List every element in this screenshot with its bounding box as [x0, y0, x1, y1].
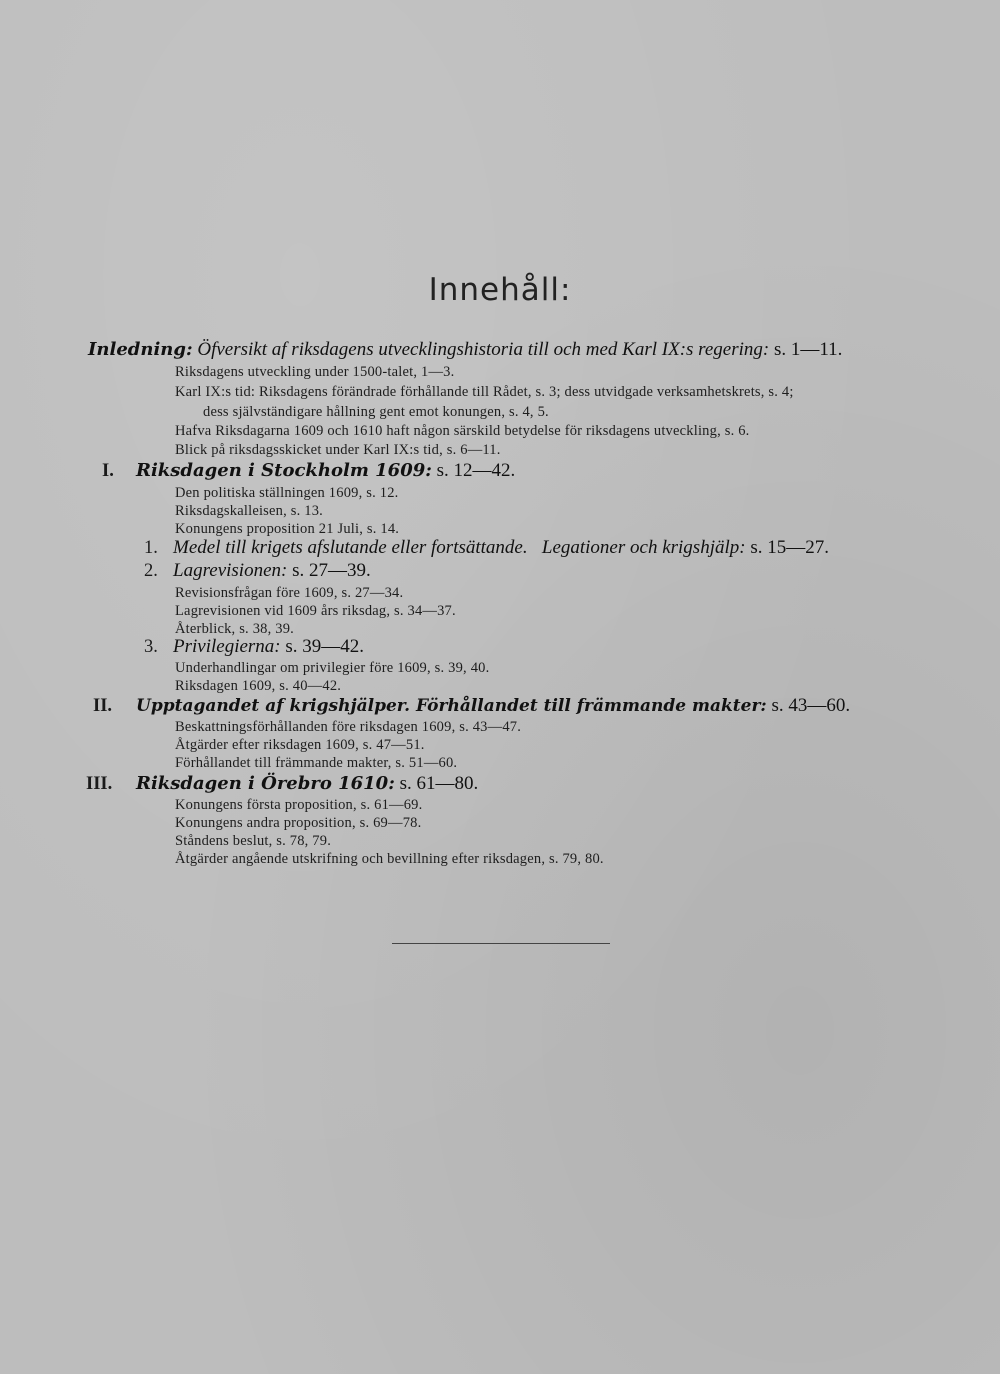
chapter-2-line-3: Förhållandet till främmande makter, s. 51—60.: [175, 755, 458, 771]
intro-title: Öfversikt af riksdagens utvecklingshistoria till och med Karl IX:s regering:: [197, 339, 770, 360]
chapter-1-line-3: Konungens proposition 21 Juli, s. 14.: [175, 521, 400, 537]
chapter-2-line-1: Beskattningsförhållanden före riksdagen 1609, s. 43—47.: [175, 719, 522, 735]
section-3-number: 3.: [144, 637, 158, 657]
intro-line-4: Hafva Riksdagarna 1609 och 1610 haft någon särskild betydelse för riksdagens utveckling, s. 6.: [175, 423, 750, 439]
chapter-3-line-1: Konungens första proposition, s. 61—69.: [175, 797, 423, 813]
section-2-pages: s. 27—39.: [292, 560, 371, 581]
intro-line-1: Riksdagens utveckling under 1500-talet, 1—3.: [175, 364, 455, 380]
section-3-line-2: Riksdagen 1609, s. 40—42.: [175, 678, 342, 694]
intro-line-3: dess självständigare hållning gent emot konungen, s. 4, 5.: [203, 404, 549, 420]
section-2-number: 2.: [144, 561, 158, 581]
chapter-3-numeral: III.: [86, 774, 113, 794]
chapter-3-line-3: Ståndens beslut, s. 78, 79.: [175, 833, 332, 849]
section-3-pages: s. 39—42.: [285, 636, 365, 657]
section-1-title: Medel till krigets afslutande eller fortsättande.: [173, 537, 528, 558]
intro-line-5: Blick på riksdagsskicket under Karl IX:s tid, s. 6—11.: [175, 442, 501, 458]
section-1-title-2: Legationer och krigshjälp:: [541, 537, 746, 558]
chapter-3-line-4: Åtgärder angående utskrifning och bevillning efter riksdagen, s. 79, 80.: [175, 851, 604, 867]
chapter-1-title: Riksdagen i Stockholm 1609:: [136, 460, 432, 481]
section-2-line-1: Revisionsfrågan före 1609, s. 27—34.: [175, 585, 404, 601]
section-1-entry: [173, 538, 829, 557]
chapter-2-title: Upptagandet af krigshjälper. Förhållandet till främmande makter:: [136, 696, 767, 716]
chapter-1-numeral: I.: [102, 461, 114, 481]
chapter-3-line-2: Konungens andra proposition, s. 69—78.: [175, 815, 422, 831]
chapter-2-numeral: II.: [93, 696, 113, 716]
chapter-3-entry: [136, 774, 478, 793]
chapter-3-pages: s. 61—80.: [399, 773, 479, 794]
section-2-line-3: Återblick, s. 38, 39.: [175, 621, 294, 637]
intro-pages: s. 1—11.: [773, 339, 843, 360]
chapter-3-title: Riksdagen i Örebro 1610:: [136, 773, 395, 794]
section-2-entry: [173, 561, 371, 580]
intro-line-2: Karl IX:s tid: Riksdagens förändrade förhållande till Rådet, s. 3; dess utvidgade verksamhetskrets, s. 4;: [175, 384, 794, 400]
table-of-contents: [0, 340, 1000, 900]
intro-label: Inledning:: [88, 339, 193, 360]
chapter-1-line-1: Den politiska ställningen 1609, s. 12.: [175, 485, 399, 501]
chapter-1-entry: [136, 461, 515, 480]
intro-entry: [88, 340, 842, 359]
page-title: Innehåll:: [428, 272, 572, 308]
chapter-2-pages: s. 43—60.: [771, 695, 851, 716]
chapter-2-entry: [136, 696, 850, 715]
section-3-entry: [173, 637, 364, 656]
section-2-line-2: Lagrevisionen vid 1609 års riksdag, s. 34—37.: [175, 603, 456, 619]
chapter-2-line-2: Åtgärder efter riksdagen 1609, s. 47—51.: [175, 737, 425, 753]
section-1-pages: s. 15—27.: [750, 537, 829, 558]
section-3-line-1: Underhandlingar om privilegier före 1609, s. 39, 40.: [175, 660, 490, 676]
chapter-1-line-2: Riksdagskalleisen, s. 13.: [175, 503, 323, 519]
closing-rule: [392, 943, 610, 944]
section-1-number: 1.: [144, 538, 158, 558]
section-2-title: Lagrevisionen:: [173, 560, 288, 581]
section-3-title: Privilegierna:: [173, 636, 281, 657]
chapter-1-pages: s. 12—42.: [436, 460, 516, 481]
